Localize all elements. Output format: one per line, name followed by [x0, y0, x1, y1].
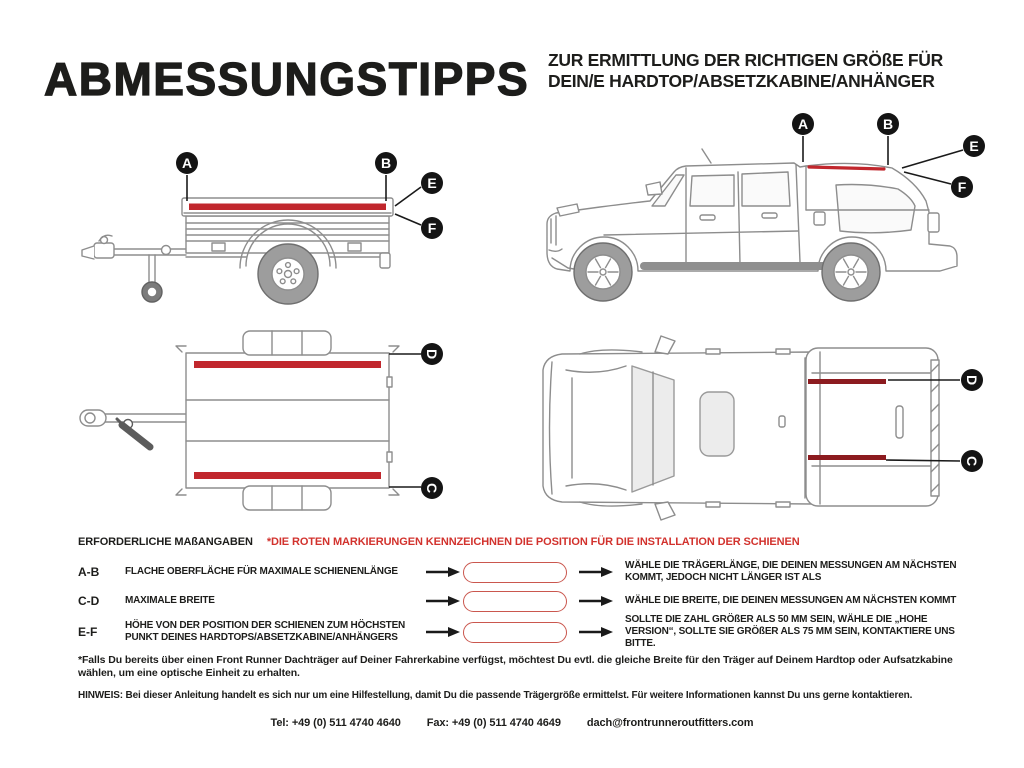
- trailer-top-view-diagram: [40, 325, 470, 530]
- subtitle-line-2: DEIN/E HARDTOP/ABSETZKABINE/ANHÄNGER: [548, 70, 935, 91]
- contact-email: dach@frontrunneroutfitters.com: [586, 717, 754, 729]
- contact-tel: Tel: +49 (0) 511 4740 4640: [270, 717, 401, 729]
- row-instruction-ef: SOLLTE DIE ZAHL GRÖßER ALS 50 MM SEIN, WÄHLE DIE „HOHE VERSION“, SOLLTE SIE GRÖßER ALS 75 MM SEIN, KONTAKTIERE UNS BITTE.: [625, 614, 955, 649]
- trailer-side-drawing: [82, 198, 393, 304]
- measurement-row-cd: [78, 588, 968, 614]
- measurement-rows: [78, 556, 968, 650]
- rail-marking-truck-top-2: [808, 455, 886, 460]
- row-label-ab: A-B: [78, 565, 100, 579]
- contact-line: [0, 717, 1024, 729]
- measurement-row-ef: [78, 614, 968, 650]
- marker-f-letter: F: [957, 179, 967, 195]
- marker-e-letter: E: [427, 175, 437, 191]
- rail-marking-trailer-top-2: [194, 472, 381, 479]
- measurement-value-box-cd[interactable]: [463, 591, 567, 612]
- row-description-ab: FLACHE OBERFLÄCHE FÜR MAXIMALE SCHIENENLÄNGE: [125, 566, 398, 577]
- rail-marking-trailer-side: [189, 204, 386, 211]
- truck-top-drawing: [543, 336, 939, 520]
- row-instruction-cd: WÄHLE DIE BREITE, DIE DEINEN MESSUNGEN AM NÄCHSTEN KOMMT: [625, 595, 957, 606]
- arrow-right-icon: [567, 566, 625, 578]
- trailer-top-markers: [389, 343, 443, 499]
- arrow-right-icon: [423, 595, 463, 607]
- rail-marking-truck-top-1: [808, 379, 886, 384]
- trailer-side-view-diagram: [40, 120, 460, 325]
- hinweis-note: HINWEIS: Bei dieser Anleitung handelt es sich nur um eine Hilfestellung, damit Du die passende Trägergröße ermittelst. Für weitere Informationen kannst Du uns gerne kontaktieren.: [78, 690, 913, 701]
- marker-d-letter: D: [964, 374, 980, 386]
- measurement-value-box-ab[interactable]: [463, 562, 567, 583]
- marker-a-letter: A: [181, 155, 193, 171]
- marker-c-letter: C: [964, 455, 980, 467]
- marker-b-letter: B: [380, 155, 392, 171]
- measurement-row-ab: [78, 556, 968, 588]
- row-label-cd: C-D: [78, 594, 100, 608]
- asterisk-footnote: *Falls Du bereits über einen Front Runner Dachträger auf Deiner Fahrerkabine verfügst, möchtest Du evtl. die gleiche Breite für den Träger auf Deinem Hardtop oder Aufsatzkabine wählen, um eine optische Einheit zu erhalten.: [78, 654, 953, 680]
- rail-marking-truck-side: [809, 167, 884, 169]
- red-markings-note: *DIE ROTEN MARKIERUNGEN KENNZEICHNEN DIE POSITION FÜR DIE INSTALLATION DER SCHIENEN: [266, 536, 800, 548]
- row-label-ef: E-F: [78, 625, 98, 639]
- truck-side-view-diagram: [520, 105, 1010, 320]
- marker-b-letter: B: [882, 116, 894, 132]
- arrow-right-icon: [567, 626, 625, 638]
- marker-e-letter: E: [969, 138, 979, 154]
- rail-marking-trailer-top-1: [194, 361, 381, 368]
- trailer-top-drawing: [80, 331, 399, 510]
- measurement-value-box-ef[interactable]: [463, 622, 567, 643]
- row-description-cd: MAXIMALE BREITE: [125, 595, 215, 606]
- arrow-right-icon: [423, 626, 463, 638]
- marker-c-letter: C: [424, 482, 440, 494]
- measurements-header: [78, 536, 800, 548]
- page-subtitle: [548, 50, 943, 91]
- subtitle-line-1: ZUR ERMITTLUNG DER RICHTIGEN GRÖßE FÜR: [548, 50, 943, 70]
- row-description-ef: HÖHE VON DER POSITION DER SCHIENEN ZUM HÖCHSTEN PUNKT DEINES HARDTOPS/ABSETZKABINE/ANHÄNGERS: [125, 620, 406, 643]
- marker-a-letter: A: [797, 116, 809, 132]
- arrow-right-icon: [567, 595, 625, 607]
- measurements-section-title: ERFORDERLICHE MAßANGABEN: [78, 536, 253, 548]
- page-title: ABMESSUNGSTIPPS: [44, 53, 530, 105]
- marker-d-letter: D: [424, 348, 440, 360]
- arrow-right-icon: [423, 566, 463, 578]
- contact-fax: Fax: +49 (0) 511 4740 4649: [426, 717, 561, 729]
- truck-top-view-diagram: [530, 330, 1010, 535]
- truck-side-drawing: [547, 149, 957, 301]
- marker-f-letter: F: [427, 220, 437, 236]
- row-instruction-ab: WÄHLE DIE TRÄGERLÄNGE, DIE DEINEN MESSUNGEN AM NÄCHSTEN KOMMT, JEDOCH NICHT LÄNGER IST ALS: [625, 560, 957, 583]
